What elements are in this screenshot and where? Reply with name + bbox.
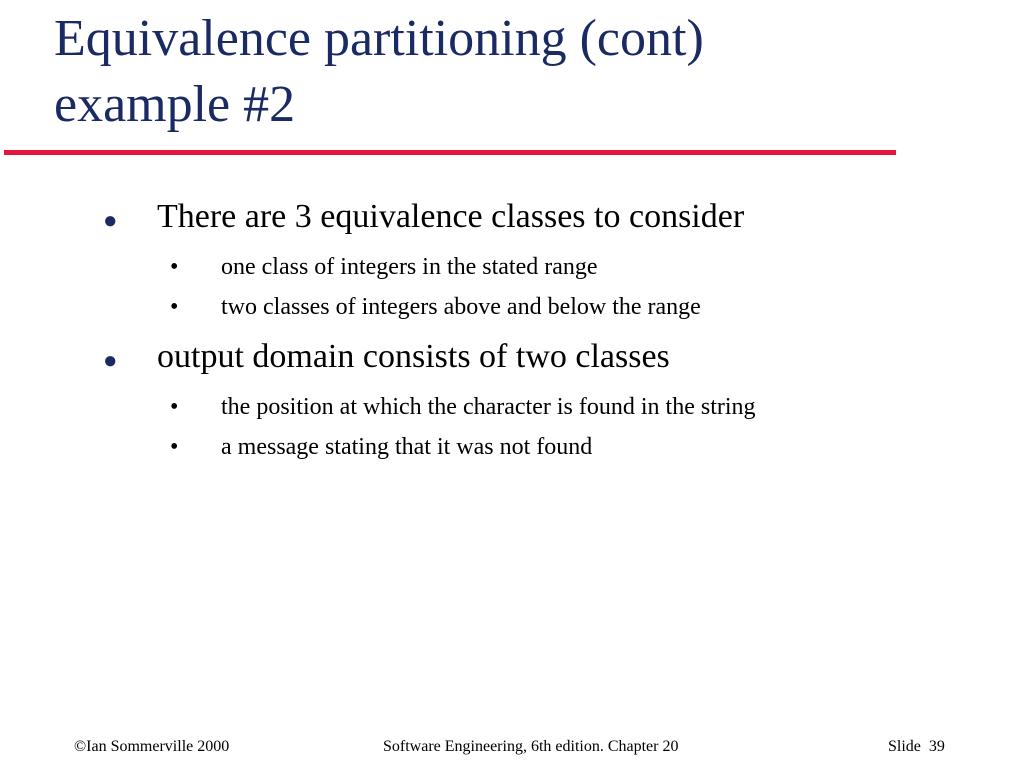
sub-bullet-text: a message stating that it was not found — [221, 434, 593, 460]
bullet-text: output domain consists of two classes — [157, 338, 670, 375]
bullet-marker-icon: ● — [103, 208, 118, 234]
sub-bullet-text: the position at which the character is found in the string — [221, 394, 756, 420]
slide-title — [54, 6, 954, 138]
bullet-text: There are 3 equivalence classes to consider — [157, 198, 745, 235]
sub-bullet-marker-icon: • — [170, 294, 179, 320]
slide-title-line-1: Equivalence partitioning (cont) — [54, 10, 704, 67]
title-underline-rule — [4, 150, 896, 155]
sub-bullet-text: one class of integers in the stated range — [221, 254, 598, 280]
sub-bullet-marker-icon: • — [170, 434, 179, 460]
footer-slide-number: Slide 39 — [888, 738, 945, 755]
footer-copyright: ©Ian Sommerville 2000 — [74, 738, 230, 755]
slide-title-line-2: example #2 — [54, 76, 296, 133]
bullet-marker-icon: ● — [103, 348, 118, 374]
sub-bullet-marker-icon: • — [170, 394, 179, 420]
sub-bullet-marker-icon: • — [170, 254, 179, 280]
footer-book-title: Software Engineering, 6th edition. Chapter 20 — [383, 738, 679, 755]
sub-bullet-text: two classes of integers above and below the range — [221, 294, 701, 320]
